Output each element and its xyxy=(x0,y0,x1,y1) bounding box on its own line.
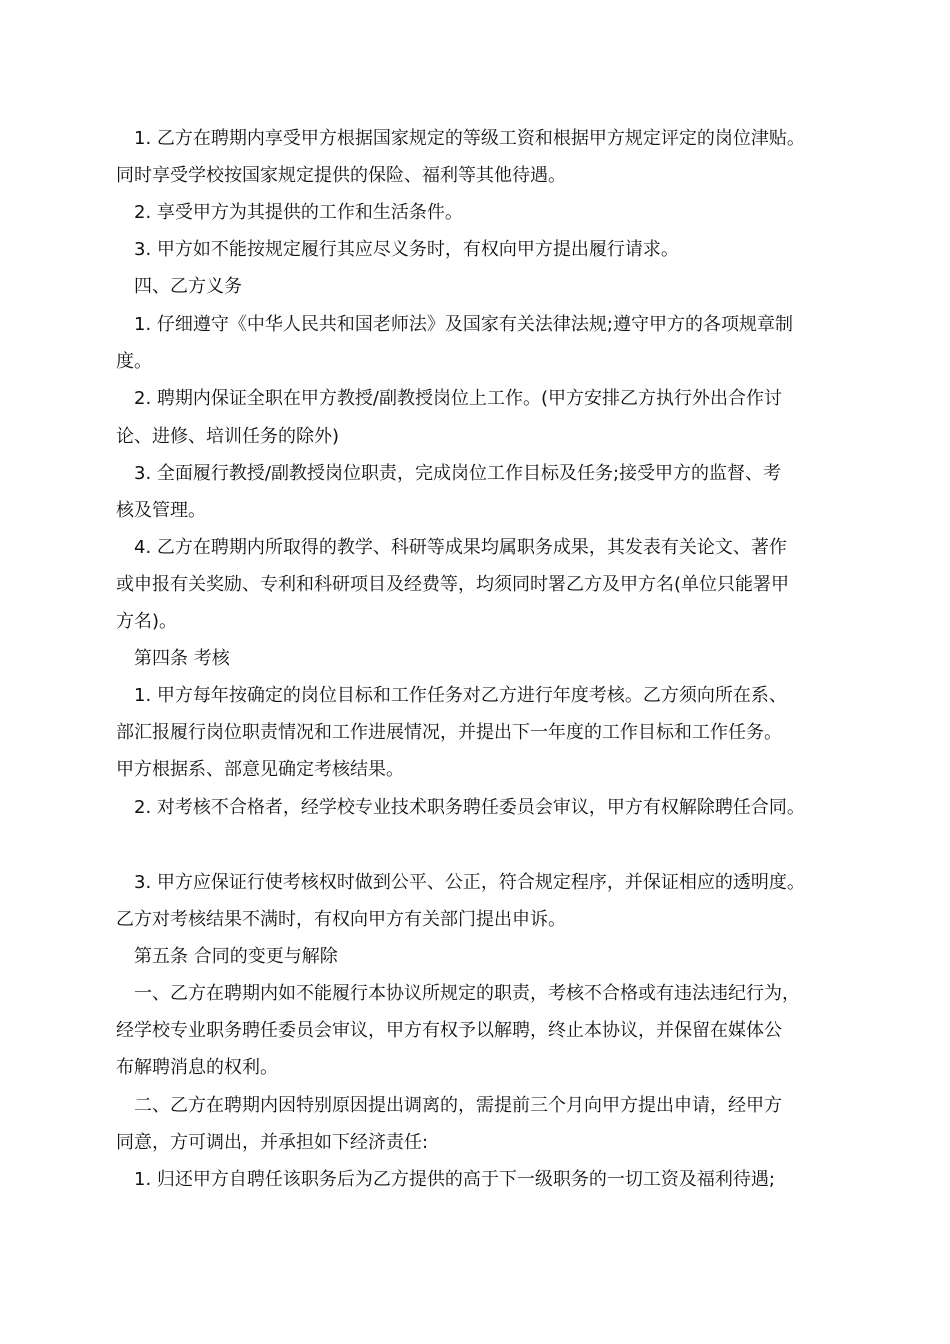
paragraph-line: 一、乙方在聘期内如不能履行本协议所规定的职责，考核不合格或有违法违纪行为， xyxy=(134,983,800,1004)
paragraph-line: 乙方对考核结果不满时，有权向甲方有关部门提出申诉。 xyxy=(116,909,566,930)
paragraph-line: 或申报有关奖励、专利和科研项目及经费等，均须同时署乙方及甲方名(单位只能署甲 xyxy=(116,574,790,595)
section-heading: 四、乙方义务 xyxy=(134,276,242,297)
paragraph-line: 2. 聘期内保证全职在甲方教授/副教授岗位上工作。(甲方安排乙方执行外出合作讨 xyxy=(134,388,782,409)
paragraph-line: 论、进修、培训任务的除外) xyxy=(116,426,340,447)
paragraph-line: 度。 xyxy=(116,351,152,372)
paragraph-line: 经学校专业职务聘任委员会审议，甲方有权予以解聘，终止本协议，并保留在媒体公 xyxy=(116,1020,782,1041)
paragraph-line: 1. 乙方在聘期内享受甲方根据国家规定的等级工资和根据甲方规定评定的岗位津贴。 xyxy=(134,128,805,149)
paragraph-line: 3. 甲方应保证行使考核权时做到公平、公正，符合规定程序，并保证相应的透明度。 xyxy=(134,872,805,893)
paragraph-line: 方名)。 xyxy=(116,611,178,632)
paragraph-line: 布解聘消息的权利。 xyxy=(116,1057,278,1078)
paragraph-line: 同时享受学校按国家规定提供的保险、福利等其他待遇。 xyxy=(116,165,566,186)
paragraph-line: 核及管理。 xyxy=(116,500,206,521)
paragraph-line: 1. 归还甲方自聘任该职务后为乙方提供的高于下一级职务的一切工资及福利待遇; xyxy=(134,1169,775,1190)
paragraph-line: 4. 乙方在聘期内所取得的教学、科研等成果均属职务成果，其发表有关论文、著作 xyxy=(134,537,787,558)
paragraph-line: 甲方根据系、部意见确定考核结果。 xyxy=(116,759,404,780)
paragraph-line: 1. 仔细遵守《中华人民共和国老师法》及国家有关法律法规;遵守甲方的各项规章制 xyxy=(134,314,793,335)
paragraph-line: 2. 对考核不合格者，经学校专业技术职务聘任委员会审议，甲方有权解除聘任合同。 xyxy=(134,797,805,818)
paragraph-line: 2. 享受甲方为其提供的工作和生活条件。 xyxy=(134,202,463,223)
paragraph-line: 3. 甲方如不能按规定履行其应尽义务时，有权向甲方提出履行请求。 xyxy=(134,239,679,260)
section-heading: 第五条 合同的变更与解除 xyxy=(134,946,338,967)
paragraph-line: 部汇报履行岗位职责情况和工作进展情况，并提出下一年度的工作目标和工作任务。 xyxy=(116,722,782,743)
section-heading: 第四条 考核 xyxy=(134,648,230,669)
paragraph-line: 同意，方可调出，并承担如下经济责任: xyxy=(116,1132,429,1153)
paragraph-line: 3. 全面履行教授/副教授岗位职责，完成岗位工作目标及任务;接受甲方的监督、考 xyxy=(134,463,782,484)
paragraph-line: 二、乙方在聘期内因特别原因提出调离的，需提前三个月向甲方提出申请，经甲方 xyxy=(134,1095,782,1116)
paragraph-line: 1. 甲方每年按确定的岗位目标和工作任务对乙方进行年度考核。乙方须向所在系、 xyxy=(134,685,787,706)
